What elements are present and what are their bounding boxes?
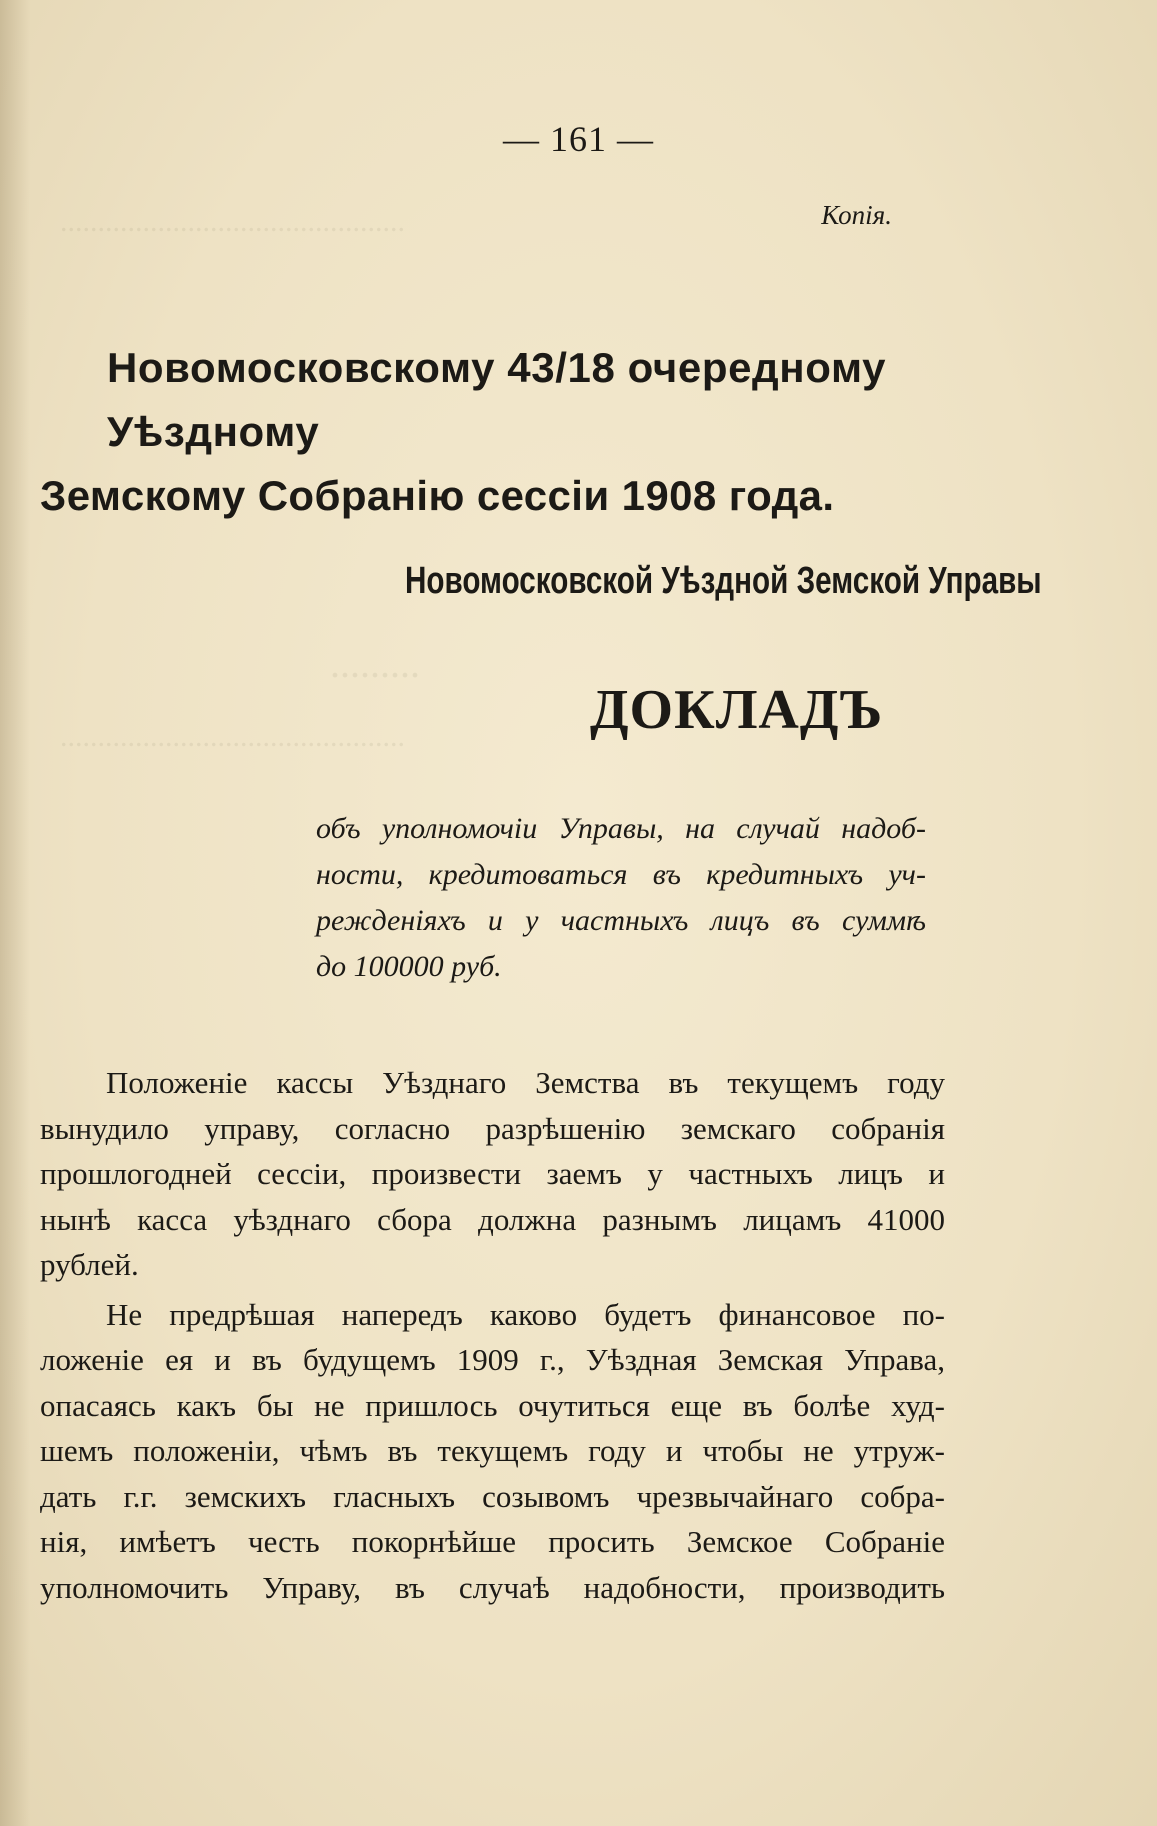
text-line: ложеніе ея и въ будущемъ 1909 г., Уѣздная Земская Управа,: [40, 1342, 945, 1377]
report-title: ДОКЛАДЪ: [590, 679, 884, 741]
board-name: Новомосковской Уѣздной Земской Управы: [405, 560, 1042, 602]
text-line: уполномочить Управу, въ случаѣ надобности, производить: [40, 1569, 945, 1605]
bleed-through-decoration: ..............................................: [60, 720, 405, 753]
text-line: Не предрѣшая напередъ каково будетъ финансовое по-: [106, 1296, 945, 1332]
text-line: опасаясь какъ бы не пришлось очутиться еще въ болѣе худ-: [40, 1387, 945, 1423]
text-line: прошлогодней сессіи, произвести заемъ у частныхъ лицъ и: [40, 1156, 945, 1191]
subject-line: ности, кредитоваться въ кредитныхъ уч-: [316, 858, 926, 891]
bleed-through-decoration: ..............................................: [60, 205, 405, 238]
subject-line: до 100000 руб.: [316, 950, 502, 983]
subject-line: режденіяхъ и у частныхъ лицъ въ суммѣ: [316, 904, 926, 937]
text-line: дать г.г. земскихъ гласныхъ созывомъ чрезвычайнаго собра-: [40, 1478, 945, 1514]
text-line: шемъ положеніи, чѣмъ въ текущемъ году и чтобы не утруж-: [40, 1433, 945, 1468]
paragraph: [40, 1292, 945, 1611]
subject-line: объ уполномочіи Управы, на случай надоб-: [316, 812, 926, 845]
text-line: нія, имѣетъ честь покорнѣйше просить Земское Собраніе: [40, 1524, 945, 1559]
address-line: Новомосковскому 43/18 очередному Уѣздному: [107, 344, 887, 455]
paragraph: [40, 1060, 945, 1288]
page-number: — 161 —: [503, 119, 654, 159]
page-edge-shadow: [0, 0, 30, 1826]
body-text: [40, 1060, 945, 1614]
report-subject: [316, 806, 926, 990]
address-line: Земскому Собранію сессіи 1908 года.: [40, 472, 835, 519]
address-heading: [40, 336, 960, 528]
text-line: нынѣ касса уѣзднаго сбора должна разнымъ лицамъ 41000: [40, 1201, 945, 1237]
text-line: вынудило управу, согласно разрѣшенію земскаго собранія: [40, 1110, 945, 1146]
copy-mark: Копія.: [821, 200, 892, 230]
bleed-through-decoration: .........: [330, 641, 420, 686]
text-line: Положеніе кассы Уѣзднаго Земства въ текущемъ году: [106, 1065, 945, 1100]
text-line: рублей.: [40, 1247, 139, 1282]
